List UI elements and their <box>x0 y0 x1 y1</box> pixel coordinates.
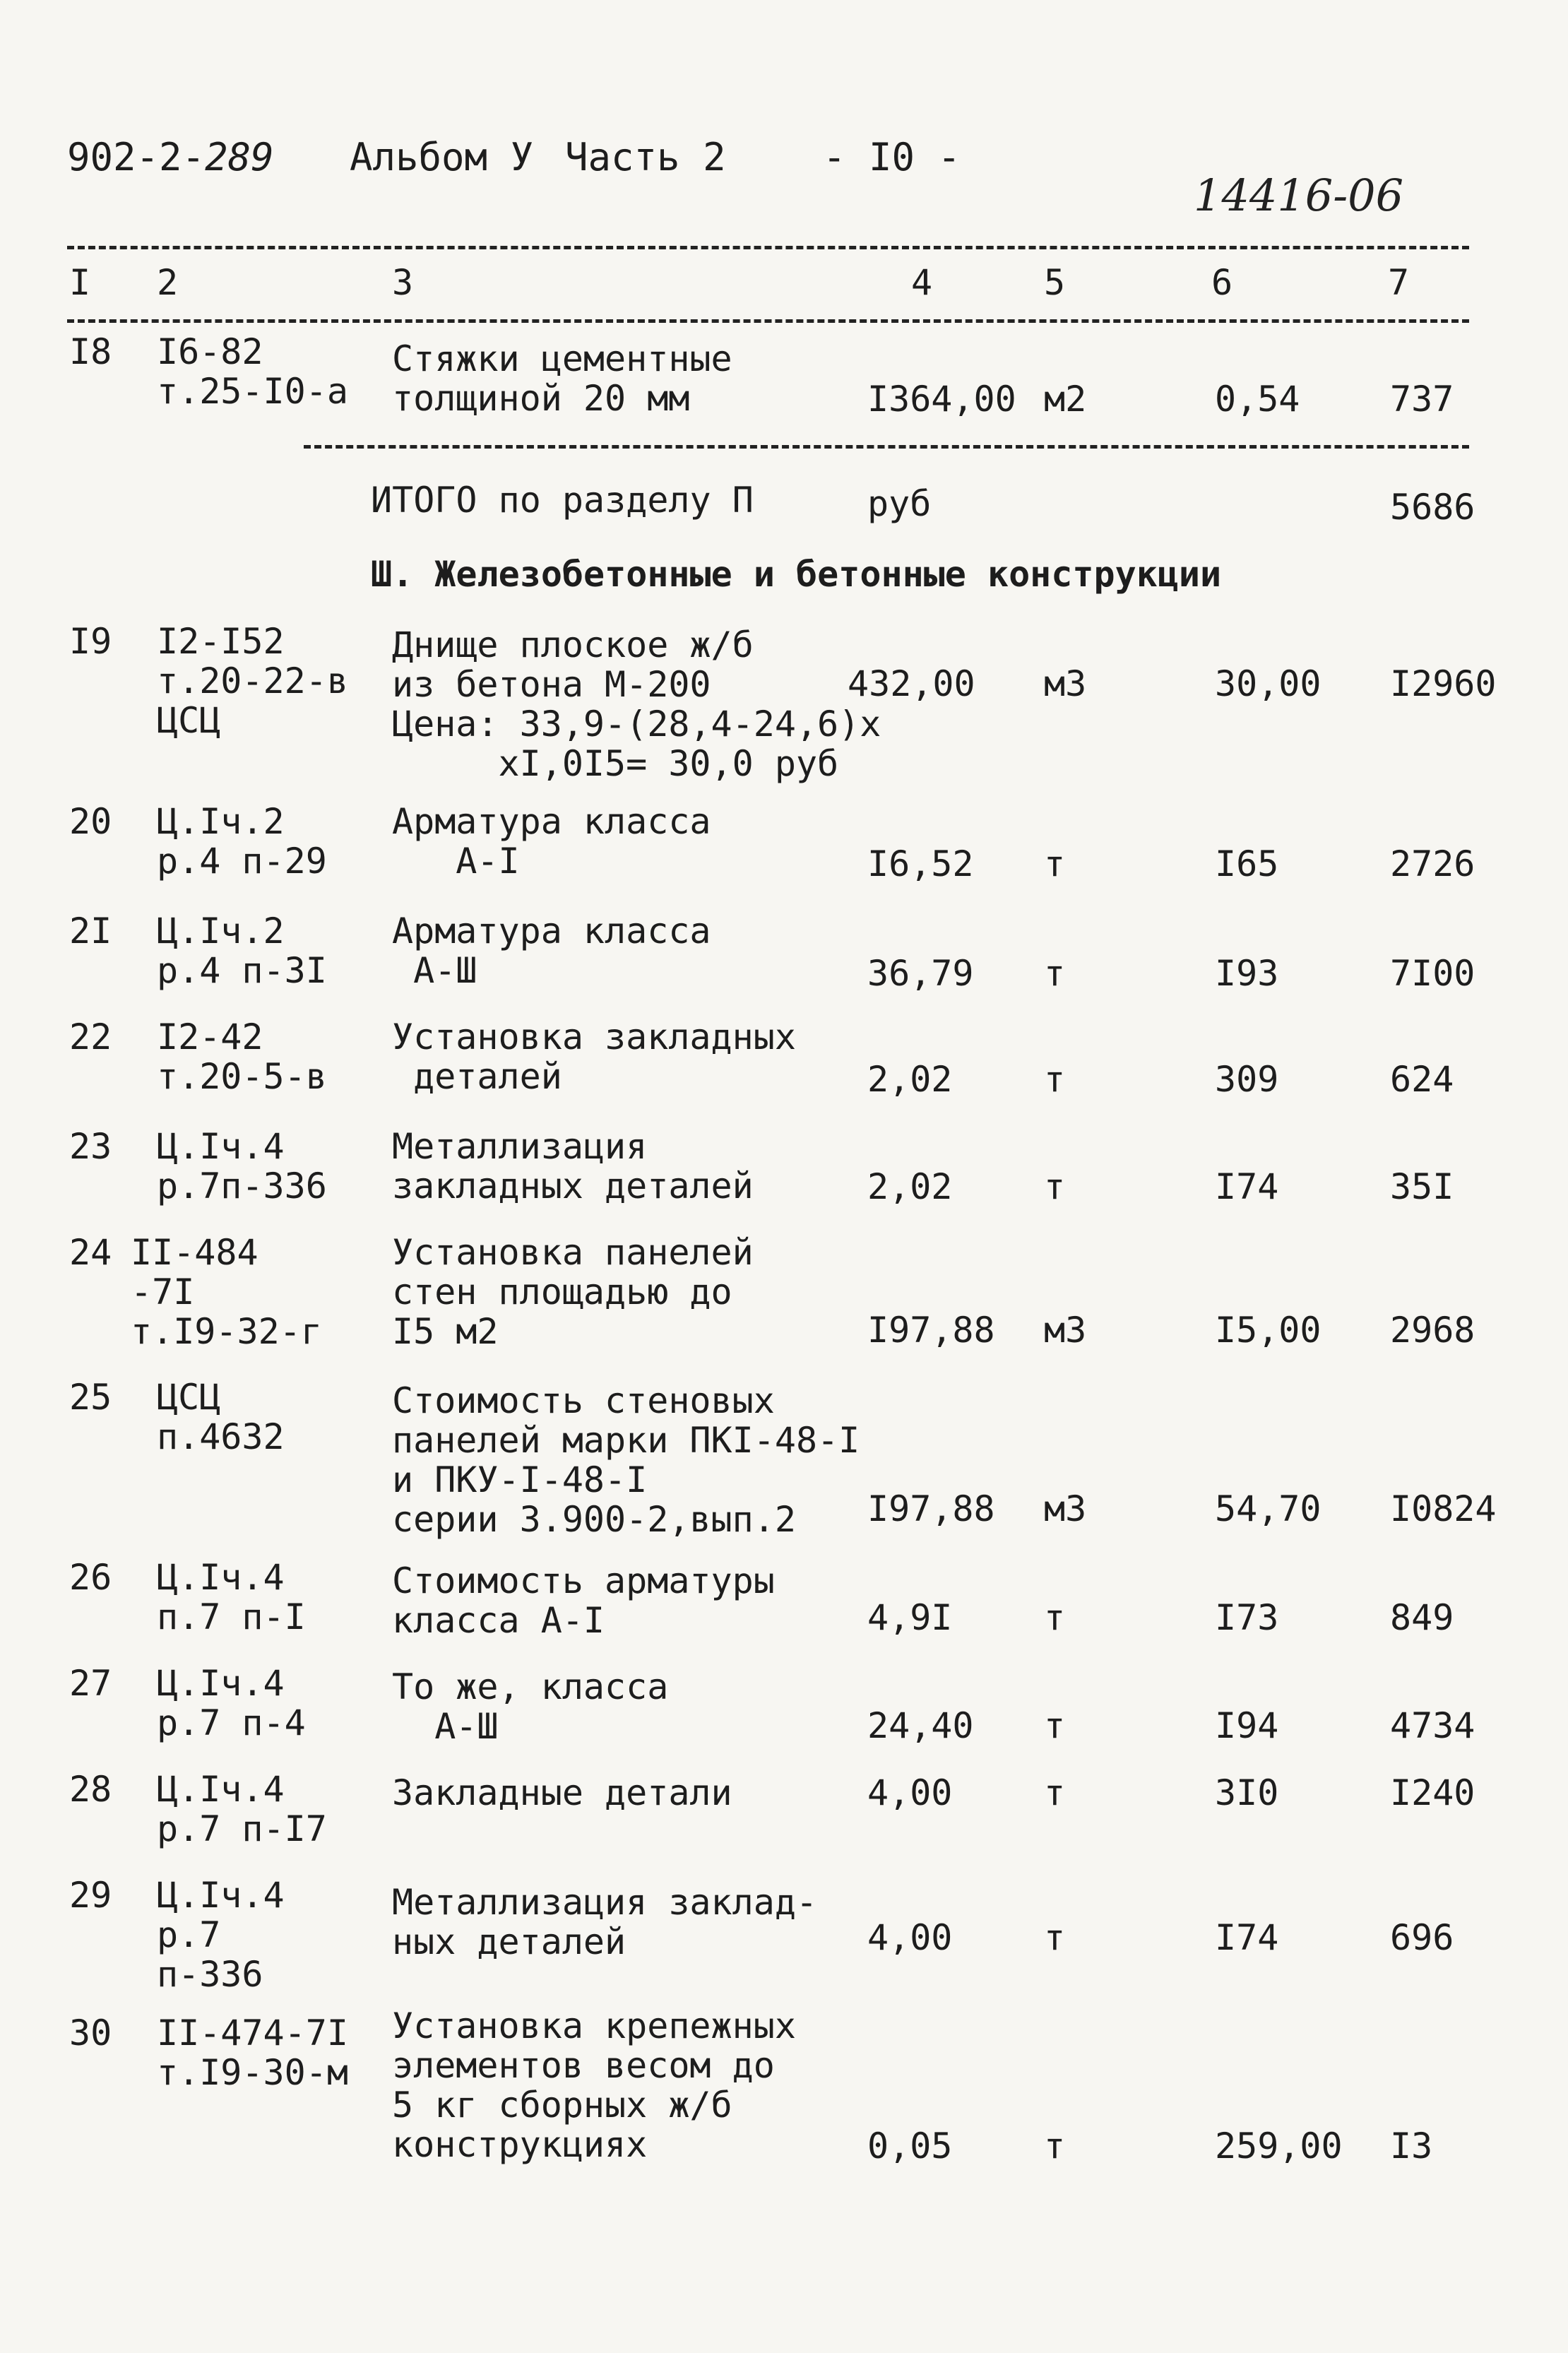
row-price: I74 <box>1215 1917 1279 1958</box>
row-price: 30,00 <box>1215 663 1321 704</box>
row-price: I73 <box>1215 1597 1279 1638</box>
row-number: 23 <box>69 1126 112 1167</box>
row-total: 2968 <box>1390 1310 1475 1351</box>
row-price: I74 <box>1215 1166 1279 1207</box>
row-price: I94 <box>1215 1705 1279 1746</box>
col-header-5: 5 <box>1044 262 1066 303</box>
row-number: I9 <box>69 621 112 662</box>
row-number: 30 <box>69 2013 112 2053</box>
row-total: 737 <box>1390 379 1454 420</box>
part-label: Часть 2 <box>565 135 726 179</box>
row-number: 29 <box>69 1875 112 1916</box>
row-code: II-484 -7I т.I9-32-г <box>131 1232 322 1352</box>
subtotal-rule <box>304 445 1469 449</box>
row-total: 849 <box>1390 1597 1454 1638</box>
row-quantity: 36,79 <box>867 953 974 994</box>
row-quantity: I97,88 <box>867 1310 995 1351</box>
doc-code-suffix: 289 <box>205 135 274 179</box>
row-quantity: I97,88 <box>867 1488 995 1529</box>
row-price: 259,00 <box>1215 2126 1343 2167</box>
row-unit: м3 <box>1044 1310 1087 1351</box>
row-unit: м2 <box>1044 379 1087 420</box>
row-quantity: 4,9I <box>867 1597 953 1638</box>
row-price: I65 <box>1215 843 1279 884</box>
row-code: Ц.Iч.2 р.4 п-29 <box>157 801 327 882</box>
row-quantity: 2,02 <box>867 1166 953 1207</box>
row-total: 35I <box>1390 1166 1454 1207</box>
row-unit: т <box>1044 843 1066 884</box>
row-description: Днище плоское ж/б из бетона М-200 Цена: 33,9-(28,4-24,6)х хI,0I5= 30,0 руб <box>392 624 881 784</box>
row-total: 696 <box>1390 1917 1454 1958</box>
subtotal-unit: руб <box>867 483 932 524</box>
row-code: Ц.Iч.2 р.4 п-3I <box>157 911 327 991</box>
row-code: Ц.Iч.4 п.7 п-I <box>157 1557 306 1637</box>
row-code: I2-I52 т.20-22-в ЦСЦ <box>157 621 348 741</box>
row-number: 2I <box>69 911 112 952</box>
row-unit: т <box>1044 2126 1066 2167</box>
header-bottom-rule <box>67 319 1469 323</box>
row-number: 25 <box>69 1377 112 1418</box>
row-quantity: 432,00 <box>848 663 975 704</box>
row-unit: т <box>1044 1917 1066 1958</box>
row-description: Стоимость арматуры класса А-I <box>392 1560 775 1641</box>
row-description: Закладные детали <box>392 1772 732 1813</box>
row-code: Ц.Iч.4 р.7 п-4 <box>157 1663 306 1743</box>
row-unit: т <box>1044 1059 1066 1100</box>
row-unit: м3 <box>1044 1488 1087 1529</box>
subtotal-total: 5686 <box>1390 487 1475 528</box>
row-unit: т <box>1044 953 1066 994</box>
row-number: I8 <box>69 331 112 372</box>
row-number: 20 <box>69 801 112 842</box>
row-price: 0,54 <box>1215 379 1300 420</box>
row-price: 54,70 <box>1215 1488 1321 1529</box>
row-code: Ц.Iч.4 р.7п-336 <box>157 1126 327 1207</box>
row-description: Металлизация заклад- ных деталей <box>392 1882 818 1962</box>
row-description: Арматура класса А-I <box>392 801 711 882</box>
row-code: ЦСЦ п.4632 <box>157 1377 285 1457</box>
row-description: Установка крепежных элементов весом до 5 кг сборных ж/б конструкциях <box>392 2005 796 2165</box>
subtotal-label: ИТОГО по разделу П <box>371 480 754 521</box>
row-total: 4734 <box>1390 1705 1475 1746</box>
col-header-7: 7 <box>1388 262 1410 303</box>
row-total: 7I00 <box>1390 953 1475 994</box>
row-description: То же, класса А-Ш <box>392 1666 669 1747</box>
row-description: Установка панелей стен площадью до I5 м2 <box>392 1232 754 1352</box>
section-title: Ш. Железобетонные и бетонные конструкции <box>371 554 1222 595</box>
row-code: Ц.Iч.4 р.7 п-I7 <box>157 1769 327 1849</box>
row-number: 22 <box>69 1017 112 1057</box>
row-code: Ц.Iч.4 р.7 п-336 <box>157 1875 285 1995</box>
row-description: Металлизация закладных деталей <box>392 1126 754 1207</box>
row-number: 24 <box>69 1232 112 1273</box>
row-unit: т <box>1044 1772 1066 1813</box>
col-header-1: I <box>69 262 91 303</box>
row-total: I240 <box>1390 1772 1475 1813</box>
row-number: 27 <box>69 1663 112 1704</box>
doc-code-prefix: 902-2- <box>67 135 206 179</box>
doc-code <box>67 135 274 179</box>
header-top-rule <box>67 246 1469 249</box>
row-code: I6-82 т.25-I0-а <box>157 331 348 412</box>
row-quantity: 24,40 <box>867 1705 974 1746</box>
row-price: 309 <box>1215 1059 1279 1100</box>
row-description: Стяжки цементные толщиной 20 мм <box>392 338 732 419</box>
row-quantity: I364,00 <box>867 379 1016 420</box>
row-description: Установка закладных деталей <box>392 1017 796 1097</box>
row-unit: т <box>1044 1597 1066 1638</box>
row-quantity: 4,00 <box>867 1772 953 1813</box>
row-unit: т <box>1044 1705 1066 1746</box>
album-label: Альбом У <box>350 135 534 179</box>
row-total: I2960 <box>1390 663 1497 704</box>
page-number: - I0 - <box>823 135 961 179</box>
col-header-6: 6 <box>1211 262 1233 303</box>
row-total: I3 <box>1390 2126 1433 2167</box>
col-header-3: 3 <box>392 262 414 303</box>
col-header-2: 2 <box>157 262 179 303</box>
row-total: 2726 <box>1390 843 1475 884</box>
row-total: I0824 <box>1390 1488 1497 1529</box>
row-quantity: 4,00 <box>867 1917 953 1958</box>
row-description: Арматура класса А-Ш <box>392 911 711 991</box>
row-quantity: I6,52 <box>867 843 974 884</box>
row-description: Стоимость стеновых панелей марки ПКI-48-I и ПКУ-I-48-I серии 3.900-2,вып.2 <box>392 1380 860 1540</box>
row-price: I93 <box>1215 953 1279 994</box>
row-quantity: 0,05 <box>867 2126 953 2167</box>
row-price: I5,00 <box>1215 1310 1321 1351</box>
row-code: II-474-7I т.I9-30-м <box>157 2013 348 2093</box>
row-unit: м3 <box>1044 663 1087 704</box>
row-number: 26 <box>69 1557 112 1598</box>
handwritten-stamp: 14416-06 <box>1194 170 1404 221</box>
row-price: 3I0 <box>1215 1772 1279 1813</box>
row-number: 28 <box>69 1769 112 1810</box>
row-code: I2-42 т.20-5-в <box>157 1017 327 1097</box>
col-header-4: 4 <box>911 262 933 303</box>
row-quantity: 2,02 <box>867 1059 953 1100</box>
row-total: 624 <box>1390 1059 1454 1100</box>
row-unit: т <box>1044 1166 1066 1207</box>
